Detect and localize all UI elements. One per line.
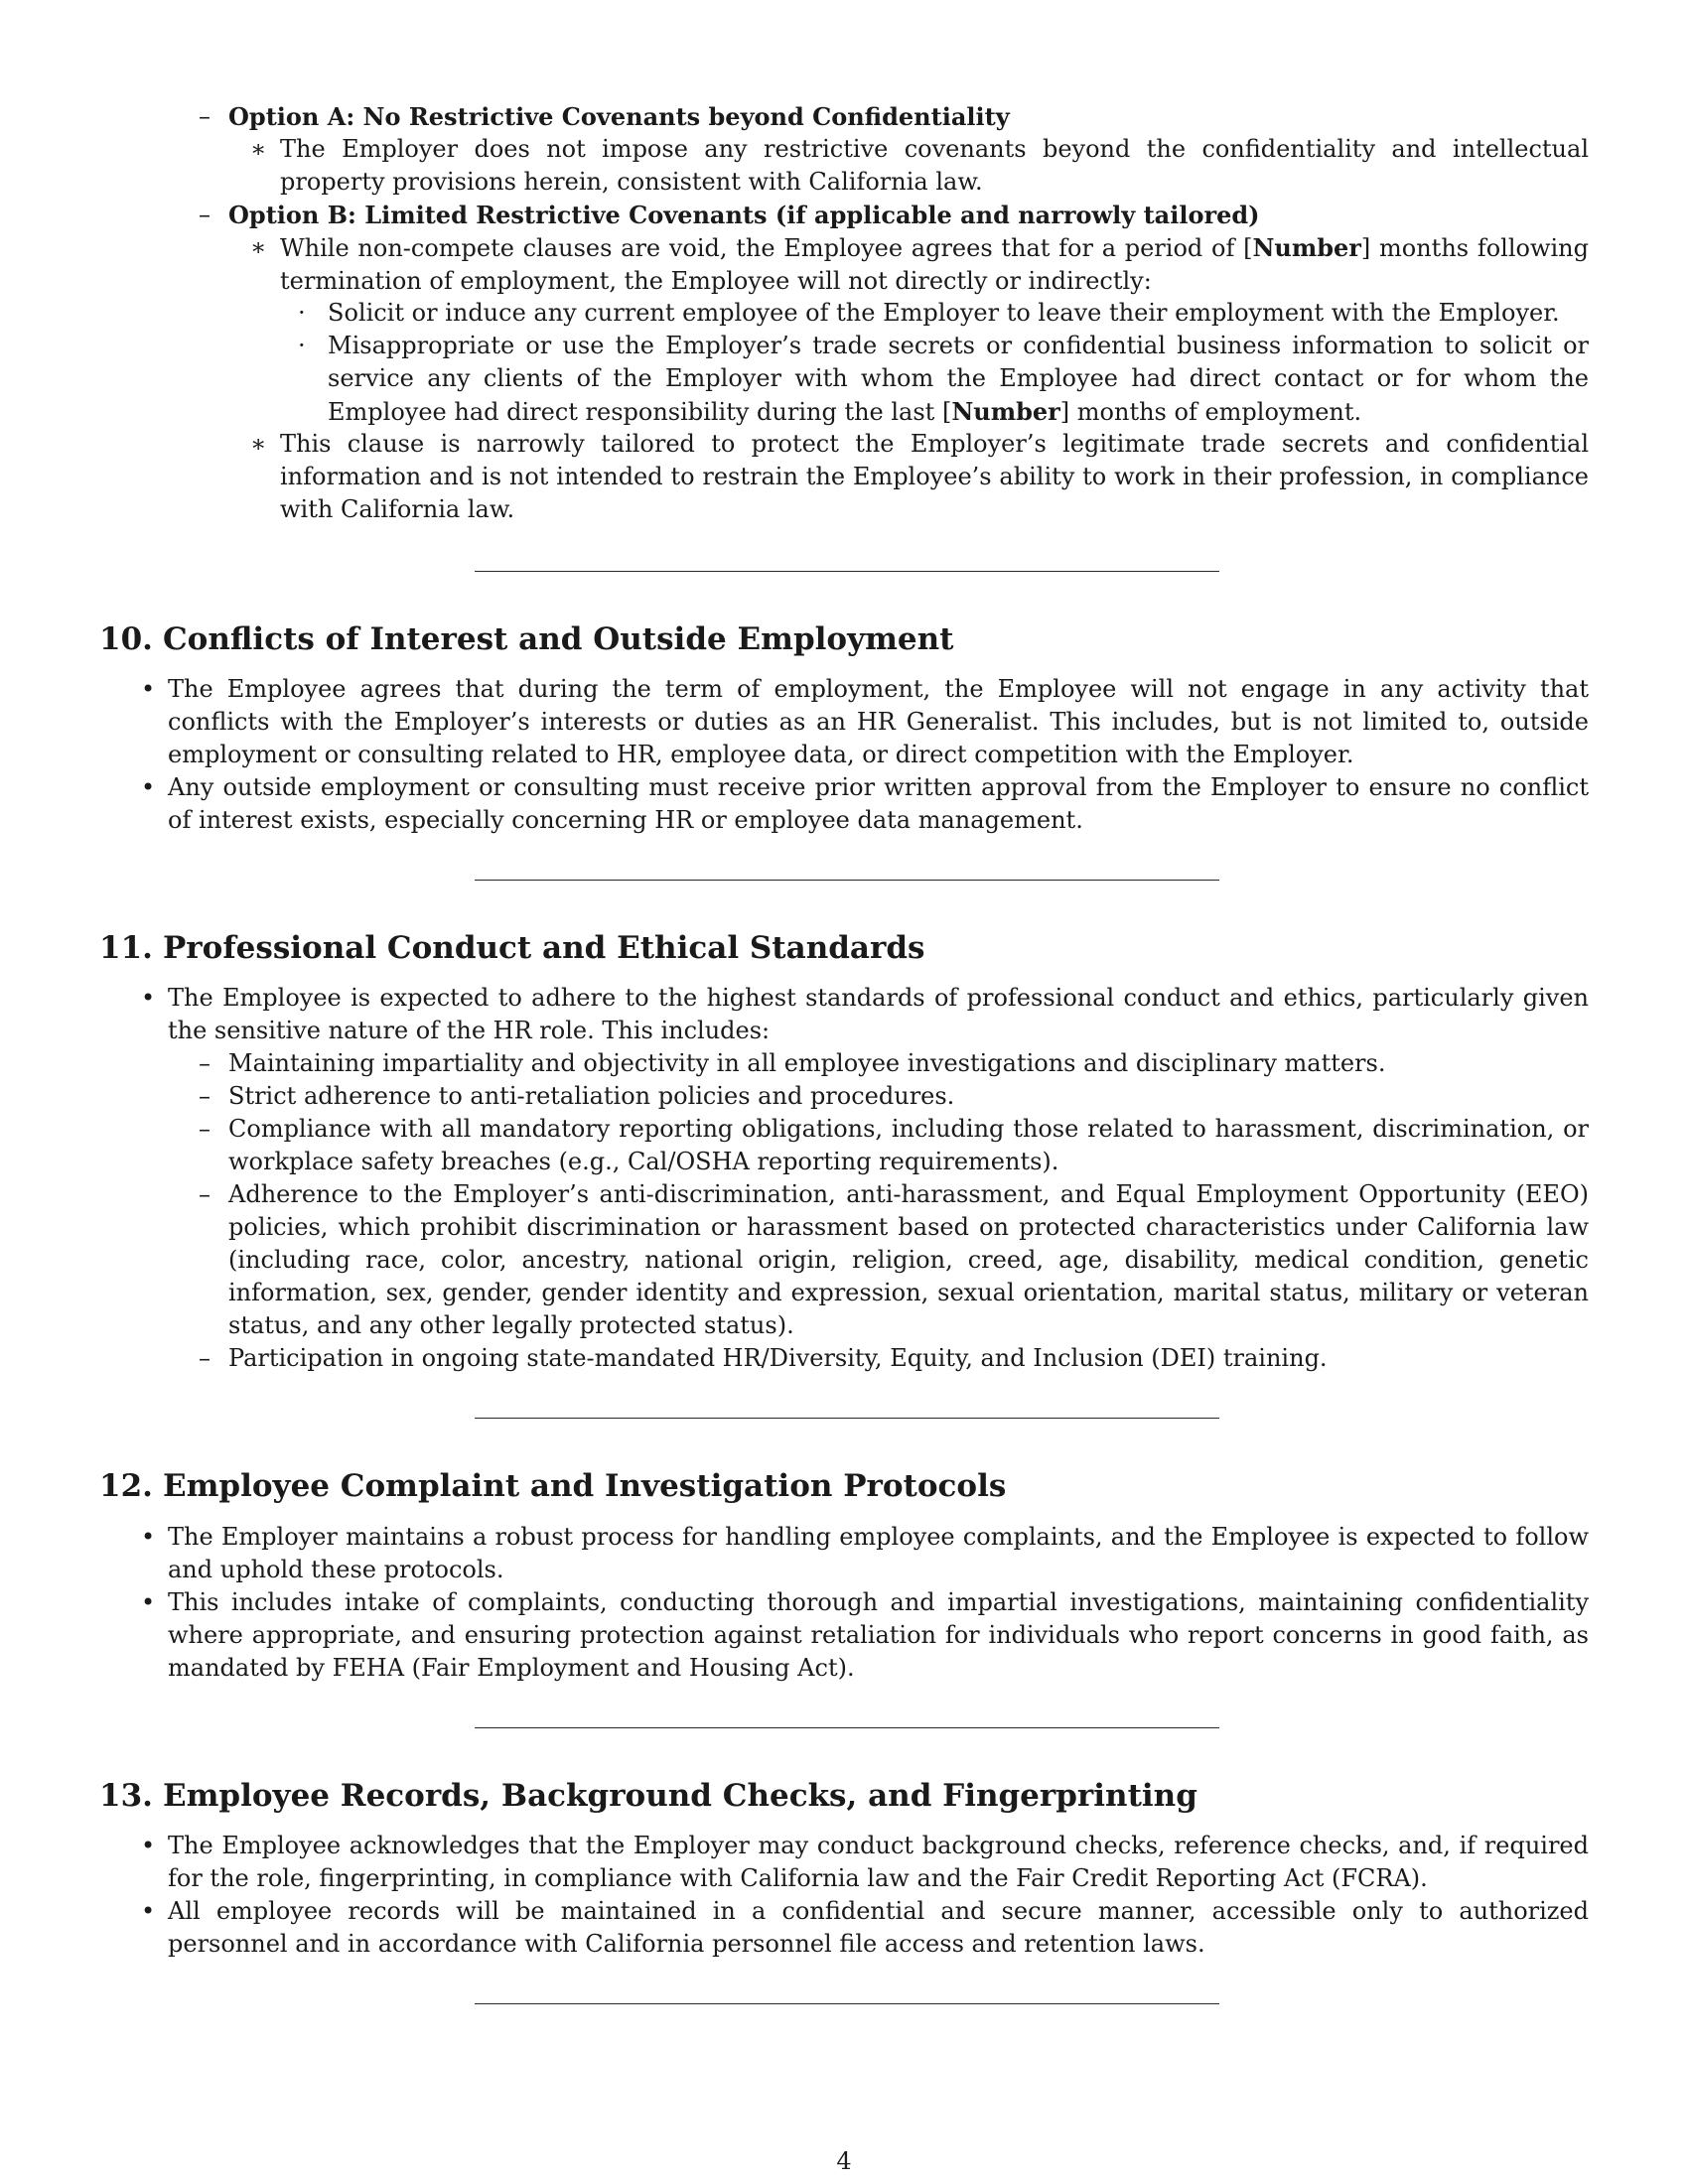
- option-b-text-2: This clause is narrowly tailored to protect the Employer’s legitimate trade secrets and confidential information and is not intended to restrain the Employee’s ability to work in their profession, in compliance with California law.: [280, 430, 1589, 523]
- page-number: 4: [836, 2147, 852, 2175]
- star-marker: ∗: [250, 430, 267, 458]
- bullet-text: The Employee agrees that during the term of employment, the Employee will not engage in any activity that conflicts with the Employer’s interests or duties as an HR Generalist. This includes, but is not limited to, outside employment or consulting related to HR, employee data, or direct competition with the Employer.: [168, 675, 1589, 768]
- bullet-marker: •: [141, 675, 156, 703]
- bullet-marker: •: [141, 1523, 156, 1551]
- bullet-marker: •: [141, 1897, 156, 1925]
- section-title: Employee Records, Background Checks, and Fingerprinting: [163, 1778, 1197, 1814]
- text-fragment: ] months following termination of employment, the Employee will not directly or indirectly:: [280, 234, 1590, 295]
- section-number: 10.: [99, 621, 153, 657]
- bullet-text: This includes intake of complaints, conducting thorough and impartial investigations, maintaining confidentiality where appropriate, and ensuring protection against retaliation for individuals who report concerns in good faith, as mandated by FEHA (Fair Employment and Housing Act).: [168, 1588, 1589, 1682]
- sub-item-text: Strict adherence to anti-retaliation policies and procedures.: [228, 1082, 955, 1110]
- sub-item-text: Maintaining impartiality and objectivity in all employee investigations and disciplinary matters.: [228, 1049, 1386, 1077]
- number-placeholder: Number: [1252, 233, 1361, 262]
- solicit-text: Solicit or induce any current employee of the Employer to leave their employment with the Employer.: [328, 299, 1560, 327]
- dash-marker: –: [199, 102, 211, 130]
- bullet-marker: •: [141, 1832, 156, 1859]
- section-divider: [475, 1418, 1219, 1419]
- section-divider: [475, 1727, 1219, 1728]
- dash-marker: –: [199, 1082, 211, 1110]
- option-a-text: The Employer does not impose any restrictive covenants beyond the confidentiality and intellectual property provisions herein, consistent with California law.: [280, 135, 1589, 196]
- section-title: Professional Conduct and Ethical Standards: [163, 930, 925, 966]
- section-divider: [475, 571, 1219, 572]
- section-divider: [475, 880, 1219, 881]
- sub-item-text: Adherence to the Employer’s anti-discrimination, anti-harassment, and Equal Employment Opportunity (EEO) policies, which prohibit discrimination or harassment based on protected characteristics under California law (including race, color, ancestry, national origin, religion, creed, age, disability, medical condition, genetic information, sex, gender, gender identity and expression, sexual orientation, marital status, military or veteran status, and any other legally protected status).: [228, 1180, 1589, 1339]
- section-title: Employee Complaint and Investigation Protocols: [163, 1468, 1007, 1504]
- option-b-text-1: [280, 231, 1589, 298]
- section-number: 13.: [99, 1778, 153, 1814]
- section-number: 12.: [99, 1468, 153, 1504]
- star-marker: ∗: [250, 233, 267, 261]
- bullet-text: The Employee acknowledges that the Employer may conduct background checks, reference checks, and, if required for the role, fingerprinting, in compliance with California law and the Fair Credit Reporting Act (FCRA).: [168, 1832, 1589, 1892]
- sub-item-text: Compliance with all mandatory reporting obligations, including those related to harassment, discrimination, or workplace safety breaches (e.g., Cal/OSHA reporting requirements).: [228, 1115, 1589, 1175]
- section-title: Conflicts of Interest and Outside Employment: [163, 621, 954, 657]
- bullet-text: The Employer maintains a robust process for handling employee complaints, and the Employee is expected to follow and uphold these protocols.: [168, 1523, 1589, 1583]
- bullet-marker: •: [141, 1588, 156, 1616]
- bullet-text: The Employee is expected to adhere to the highest standards of professional conduct and ethics, particularly given the sensitive nature of the HR role. This includes:: [168, 984, 1589, 1044]
- dash-marker: –: [199, 1344, 211, 1372]
- section-number: 11.: [99, 930, 153, 966]
- bullet-text: All employee records will be maintained in a confidential and secure manner, accessible only to authorized personnel and in accordance with California personnel file access and retention laws.: [168, 1897, 1589, 1958]
- text-fragment: While non-compete clauses are void, the Employee agrees that for a period of [: [280, 234, 1253, 262]
- misappropriate-text: [328, 330, 1589, 429]
- text-fragment: ] months of employment.: [1059, 398, 1362, 426]
- section-13-heading: [99, 1776, 1197, 1816]
- dash-marker: –: [199, 201, 211, 228]
- dot-marker: ·: [298, 332, 306, 359]
- dot-marker: ·: [298, 299, 306, 327]
- section-10-heading: [99, 619, 953, 659]
- dash-marker: –: [199, 1115, 211, 1143]
- text-fragment: Misappropriate or use the Employer’s trade secrets or confidential business information to solicit or service any clients of the Employer with whom the Employee had direct contact or for whom the Employee had direct responsibility during the last [: [328, 332, 1589, 426]
- section-11-heading: [99, 928, 924, 968]
- bullet-text: Any outside employment or consulting must receive prior written approval from the Employer to ensure no conflict of interest exists, especially concerning HR or employee data management.: [168, 773, 1589, 834]
- bullet-marker: •: [141, 773, 156, 801]
- section-12-heading: [99, 1466, 1006, 1506]
- dash-marker: –: [199, 1180, 211, 1208]
- option-b-title: Option B: Limited Restrictive Covenants (if applicable and narrowly tailored): [228, 201, 1260, 229]
- number-placeholder: Number: [951, 397, 1060, 426]
- dash-marker: –: [199, 1049, 211, 1077]
- option-a-title: Option A: No Restrictive Covenants beyond Confidentiality: [228, 102, 1010, 131]
- sub-item-text: Participation in ongoing state-mandated HR/Diversity, Equity, and Inclusion (DEI) training.: [228, 1344, 1328, 1372]
- bullet-marker: •: [141, 984, 156, 1012]
- star-marker: ∗: [250, 135, 267, 163]
- section-divider: [475, 2003, 1219, 2004]
